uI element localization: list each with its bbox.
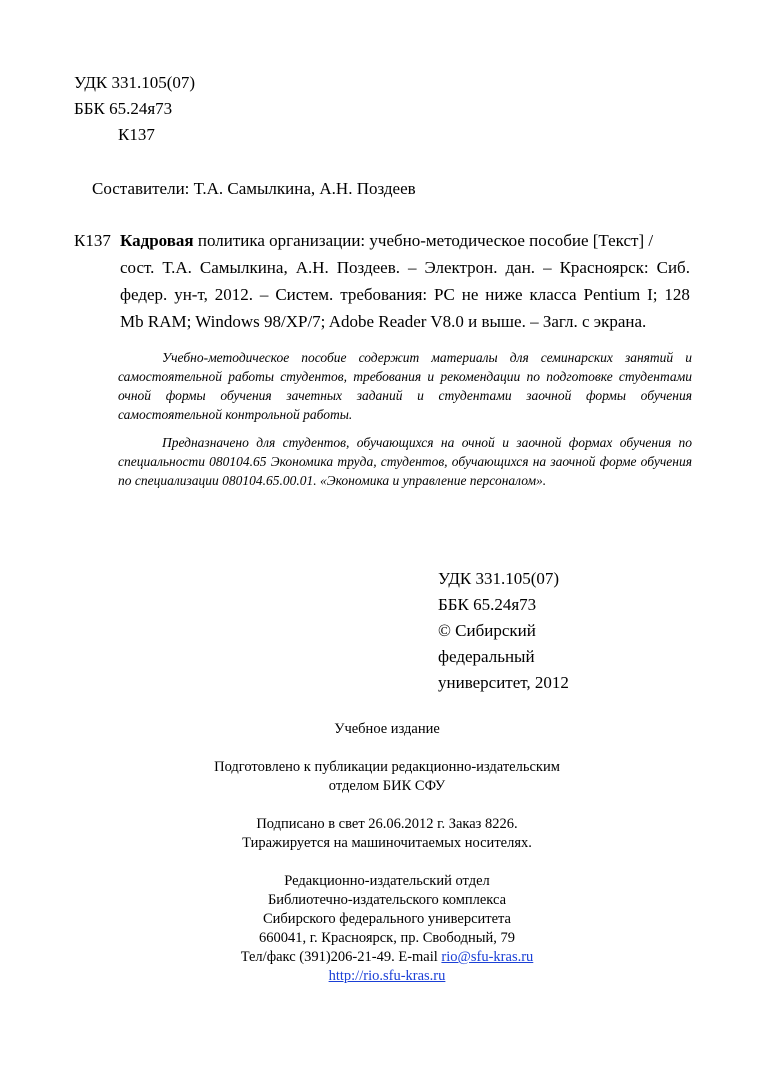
prepared-line-2: отделом БИК СФУ: [328, 778, 446, 794]
phone-text: Тел/факс (391)206-21-49. E-mail: [240, 949, 442, 965]
email-link[interactable]: rio@sfu-kras.ru: [441, 949, 534, 965]
abstract-paragraph-1: Учебно-методическое пособие содержит материалы для семинарских занятий и самостоятельной работы студентов, требования и рекомендации по подготовке студентами очной формы обучения зачетных заданий и студентами заочной формы обучения самостоятельной контрольной работы.: [118, 350, 692, 422]
compilers-line: Составители: Т.А. Самылкина, А.Н. Поздеев: [92, 179, 416, 198]
prepared-line-1: Подготовлено к публикации редакционно-издательским: [214, 759, 560, 775]
abstract-paragraph-2: Предназначено для студентов, обучающихся на очной и заочной формах обучения по специальности 080104.65 Экономика труда, студентов, обучающихся на заочной форме обучения по специализации 080104.65.00.01. «Экономика и управление персоналом».: [118, 435, 692, 488]
entry-word: сост.: [120, 258, 155, 277]
entry-word: Красноярск:: [559, 258, 649, 277]
copyright-udk: УДК 331.105(07): [438, 569, 560, 588]
entry-line-3: [74, 281, 690, 308]
author-code: К137: [118, 125, 155, 144]
entry-word: Pentium: [583, 285, 641, 304]
udk-code: УДК 331.105(07): [74, 73, 196, 92]
entry-word: 2012.: [214, 285, 254, 304]
copies-line: Тиражируется на машиночитаемых носителях.: [242, 835, 532, 851]
entry-word: дан.: [505, 258, 536, 277]
website-line: [120, 967, 654, 986]
copyright-block: [438, 566, 569, 696]
entry-word: Т.А.: [162, 258, 192, 277]
entry-word: –: [543, 258, 552, 277]
publisher-line-1: Редакционно-издательский отдел: [284, 873, 490, 889]
copyright-line-1: © Сибирский: [438, 621, 536, 640]
entry-line-1-rest: политика организации: учебно-методическое пособие [Текст] /: [197, 231, 654, 250]
entry-word: А.Н.: [295, 258, 329, 277]
entry-word: ун-т,: [174, 285, 208, 304]
entry-word: Систем.: [275, 285, 334, 304]
bibliographic-entry: [74, 227, 690, 335]
entry-word: Электрон.: [424, 258, 498, 277]
entry-title-bold: Кадровая: [120, 231, 194, 250]
abstract: [118, 348, 692, 499]
imprint-block: [120, 720, 654, 986]
website-link[interactable]: http://rio.sfu-kras.ru: [328, 968, 446, 984]
entry-word: Сиб.: [656, 258, 690, 277]
copyright-line-3: университет, 2012: [438, 673, 569, 692]
entry-word: требования:: [340, 285, 428, 304]
copyright-bbk: ББК 65.24я73: [438, 595, 537, 614]
publisher-line-3: Сибирского федерального университета: [263, 911, 511, 927]
entry-word: –: [407, 258, 417, 277]
bbk-code: ББК 65.24я73: [74, 99, 173, 118]
entry-line-2: [74, 254, 690, 281]
publisher-line-2: Библиотечно-издательского комплекса: [267, 892, 507, 908]
signed-line: Подписано в свет 26.06.2012 г. Заказ 8226.: [256, 816, 518, 832]
entry-word: федер.: [120, 285, 168, 304]
entry-word: класса: [529, 285, 577, 304]
entry-line-4: Mb RAM; Windows 98/XP/7; Adobe Reader V8.0 и выше. – Загл. с экрана.: [120, 312, 647, 331]
entry-word: PC: [434, 285, 455, 304]
entry-code: К137: [74, 231, 111, 250]
contact-line: [120, 948, 654, 967]
entry-word: I;: [647, 285, 658, 304]
entry-word: 128: [664, 285, 690, 304]
copyright-line-2: федеральный: [438, 647, 535, 666]
edition-type: Учебное издание: [334, 721, 440, 737]
entry-word: –: [259, 285, 269, 304]
entry-line-1: [74, 227, 690, 254]
entry-word: не: [461, 285, 479, 304]
entry-word: ниже: [485, 285, 523, 304]
address-line: 660041, г. Красноярск, пр. Свободный, 79: [258, 930, 515, 946]
entry-word: Поздеев.: [336, 258, 400, 277]
entry-word: Самылкина,: [199, 258, 288, 277]
